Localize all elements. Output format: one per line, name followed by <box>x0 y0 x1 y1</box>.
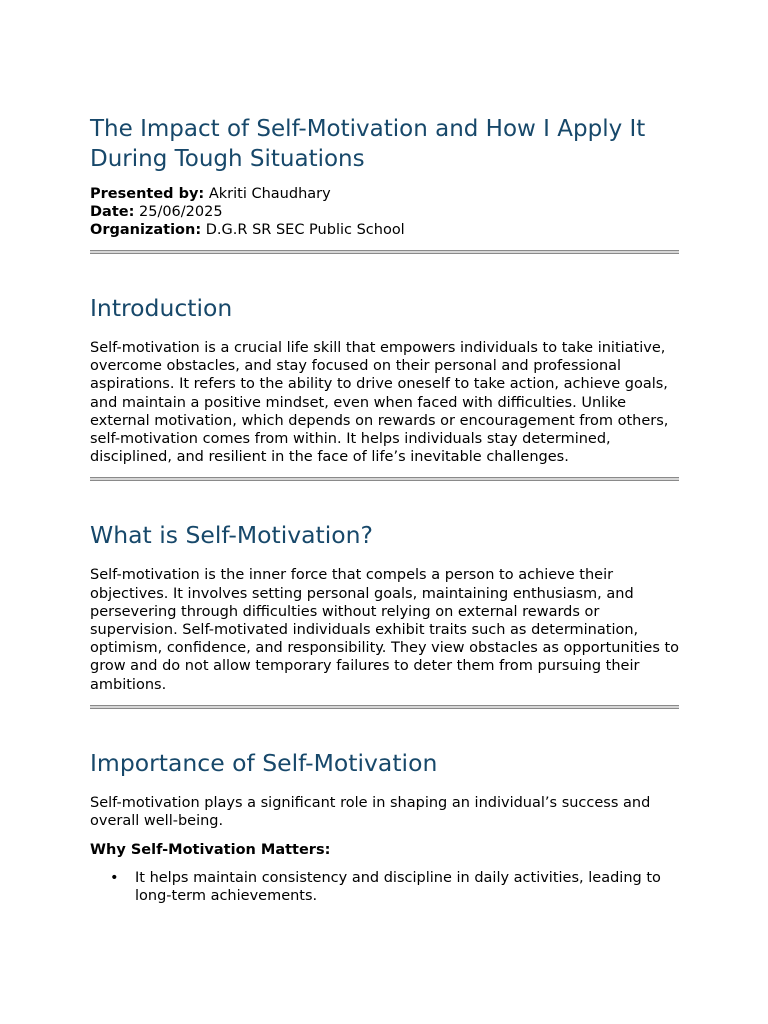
what-is-heading: What is Self-Motivation? <box>90 521 374 550</box>
organization-value: D.G.R SR SEC Public School <box>205 222 405 238</box>
importance-body: Self-motivation plays a significant role in shaping an individual’s success and overall well-being. <box>90 794 651 830</box>
bullet-icon: • <box>110 870 119 887</box>
date-value: 25/06/2025 <box>139 204 223 220</box>
date-label: Date: <box>90 204 135 220</box>
divider <box>90 705 679 709</box>
list-item-text: It helps maintain consistency and discipline in daily activities, leading to long-term achievements. <box>135 870 661 905</box>
organization-label: Organization: <box>90 222 202 238</box>
document-content <box>90 114 680 906</box>
presented-by-line <box>90 185 680 203</box>
why-matters-subheading: Why Self-Motivation Matters: <box>90 842 331 859</box>
presented-by-value: Akriti Chaudhary <box>208 186 331 202</box>
what-is-body: Self-motivation is the inner force that compels a person to achieve their objectives. It involves setting personal goals, maintaining enthusiasm, and persevering through difficulties without relying on external rewards or supervision. Self-motivated individuals exhibit traits such as determination, optimism, confidence, and responsibility. They view obstacles as opportunities to grow and do not allow temporary failures to deter them from pursuing their ambitions. <box>90 567 680 693</box>
date-line <box>90 203 680 221</box>
introduction-body: Self-motivation is a crucial life skill that empowers individuals to take initiative, overcome obstacles, and stay focused on their personal and professional aspirations. It refers to the ability to drive oneself to take action, achieve goals, and maintain a positive mindset, even when faced with difficulties. Unlike external motivation, which depends on rewards or encouragement from others, self-motivation comes from within. It helps individuals stay determined, disciplined, and resilient in the face of life’s inevitable challenges. <box>90 340 669 466</box>
presented-by-label: Presented by: <box>90 186 205 202</box>
importance-heading: Importance of Self-Motivation <box>90 748 438 777</box>
document-title: The Impact of Self-Motivation and How I Apply It During Tough Situations <box>90 116 646 172</box>
divider <box>90 250 679 254</box>
organization-line <box>90 221 680 239</box>
introduction-heading: Introduction <box>90 294 233 322</box>
importance-bullet-list <box>90 869 680 905</box>
divider <box>90 477 679 481</box>
document-meta <box>90 185 680 239</box>
list-item <box>90 869 680 905</box>
